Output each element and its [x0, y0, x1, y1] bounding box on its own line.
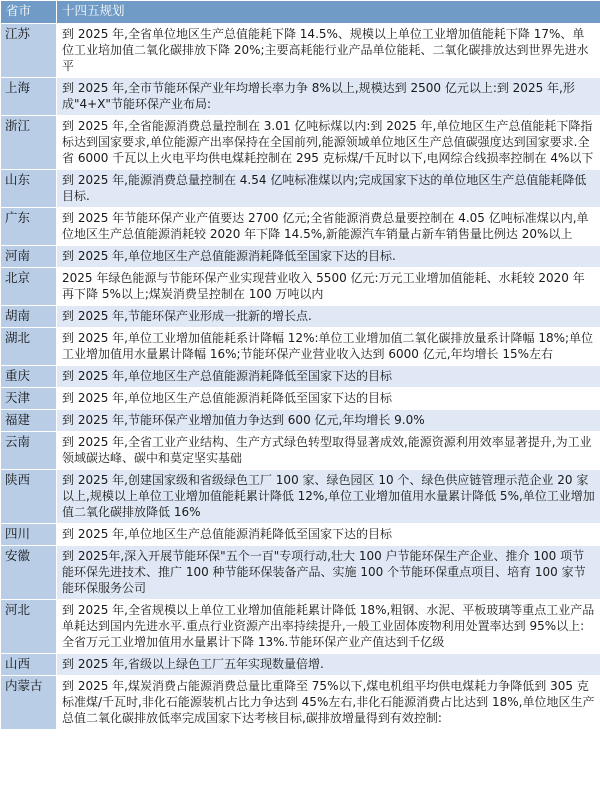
plan-text-cell: 到 2025 年,全省单位地区生产总值能耗下降 14.5%、规模以上单位工业增加值能耗下降 17%、单位工业培加值二氧化碳排放下降 20%;主要高耗能行业产品单位能耗、二氧化碳排放达到世界先进水平	[57, 24, 600, 78]
province-cell: 重庆	[1, 366, 57, 388]
province-cell: 云南	[1, 432, 57, 470]
plan-text-cell: 到 2025 年节能环保产业产值要达 2700 亿元;全省能源消费总量要控制在 4.05 亿吨标准煤以内,单位地区生产总值能源消耗较 2020 年下降 14.5%,新能源汽车销量占新车销售量比例达 20%以上	[57, 208, 600, 246]
plan-text-cell: 到 2025 年,单位工业增加值能耗系计降幅 12%:单位工业增加值二氧化碳排放量系计降幅 18%;单位工业增加值用水量累计降幅 16%;节能环保产业营业收入达到 6000 亿元,年均增长 15%左右	[57, 328, 600, 366]
province-cell: 广东	[1, 208, 57, 246]
header-plan: 十四五规划	[57, 1, 600, 24]
table-body	[1, 24, 600, 730]
table-row	[1, 546, 600, 600]
table-row	[1, 24, 600, 78]
table-row	[1, 116, 600, 170]
plan-text-cell: 到 2025 年,创建国家级和省级绿色工厂 100 家、绿色园区 10 个、绿色供应链管理示范企业 20 家以上,规模以上单位工业增加值能耗累计降低 12%,单位工业增加值用水量累计降低 5%,单位工业增加值二氧化碳排放降低 16%	[57, 470, 600, 524]
table-row	[1, 306, 600, 328]
table-row	[1, 600, 600, 654]
table-row	[1, 366, 600, 388]
province-cell: 山东	[1, 170, 57, 208]
table-row	[1, 524, 600, 546]
plan-text-cell: 2025 年绿色能源与节能环保产业实现营业收入 5500 亿元:万元工业增加值能耗、水耗较 2020 年再下降 5%以上;煤炭消费呈控制在 100 万吨以内	[57, 268, 600, 306]
plan-text-cell: 到 2025年,深入开展节能环保"五个一百"专项行动,壮大 100 户节能环保生产企业、推介 100 项节能环保先进技术、推广 100 种节能环保装备产品、实施 100 个节能环保重点项目、培育 100 家节能环保服务公司	[57, 546, 600, 600]
province-cell: 山西	[1, 654, 57, 676]
table-header-row	[1, 1, 600, 24]
table-row	[1, 410, 600, 432]
table-row	[1, 432, 600, 470]
province-cell: 湖北	[1, 328, 57, 366]
plan-text-cell: 到 2025 年,全省工业产业结构、生产方式绿色转型取得显著成效,能源资源利用效率显著提升,为工业领域碳达峰、碳中和莫定坚实基础	[57, 432, 600, 470]
plan-text-cell: 到 2025 年,煤炭消费占能源消费总量比重降至 75%以下,煤电机组平均供电煤耗力争降低到 305 克标准煤/千瓦时,非化石能源装机占比力争达到 45%左右,非化石能源消费占比达到 18%,单位地区生产总值二氧化碳排放低率完成国家下达考核目标,碳排放增量得到有效控制:	[57, 676, 600, 730]
province-cell: 天津	[1, 388, 57, 410]
province-cell: 北京	[1, 268, 57, 306]
plan-text-cell: 到 2025 年,全省能源消费总量控制在 3.01 亿吨标煤以内:到 2025 年,单位地区生产总值能耗下降指标达到国家要求,单位能源产出率保持在全国前列,能源领域单位地区生产总值碳强度达到国家要求.全省 6000 千瓦以上火电平均供电煤耗控制在 295 克标煤/千瓦时以下,电网综合线损率控制在 4%以下	[57, 116, 600, 170]
province-cell: 河南	[1, 246, 57, 268]
table-row	[1, 268, 600, 306]
plan-text-cell: 到 2025 年,单位地区生产总值能源消耗降低至国家下达的目标	[57, 524, 600, 546]
table-row	[1, 328, 600, 366]
table-row	[1, 78, 600, 116]
province-cell: 上海	[1, 78, 57, 116]
plan-text-cell: 到 2025 年,全市节能环保产业年均增长率力争 8%以上,规模达到 2500 亿元以上:到 2025 年,形成"4+X"节能环保产业布局:	[57, 78, 600, 116]
table-row	[1, 208, 600, 246]
plan-text-cell: 到 2025 年,全省规模以上单位工业增加值能耗累计降低 18%,粗钢、水泥、平板玻璃等重点工业产品单耗达到国内先进水平.重点行业资源产出率持续提升,一般工业固体废物利用处置率达到 95%以上:全省万元工业增加值用水量累计下降 13%.节能环保产业产值达到千亿级	[57, 600, 600, 654]
plan-text-cell: 到 2025 年,节能环保产业增加值力争达到 600 亿元,年均增长 9.0%	[57, 410, 600, 432]
province-cell: 福建	[1, 410, 57, 432]
table-row	[1, 654, 600, 676]
header-province: 省市	[1, 1, 57, 24]
table-row	[1, 246, 600, 268]
plan-text-cell: 到 2025 年,单位地区生产总值能源消耗降低至国家下达的目标.	[57, 246, 600, 268]
plan-text-cell: 到 2025 年,节能环保产业形成一批新的增长点.	[57, 306, 600, 328]
province-cell: 胡南	[1, 306, 57, 328]
province-cell: 陕西	[1, 470, 57, 524]
plan-text-cell: 到 2025 年,单位地区生产总值能源消耗降低至国家下达的目标	[57, 366, 600, 388]
province-cell: 内蒙古	[1, 676, 57, 730]
table-row	[1, 470, 600, 524]
plan-text-cell: 到 2025 年,省级以上绿色工厂五年实现数量倍增.	[57, 654, 600, 676]
plan-text-cell: 到 2025 年,单位地区生产总值能源消耗降低至国家下达的目标	[57, 388, 600, 410]
province-cell: 浙江	[1, 116, 57, 170]
table-row	[1, 170, 600, 208]
province-cell: 江苏	[1, 24, 57, 78]
province-cell: 河北	[1, 600, 57, 654]
table-row	[1, 676, 600, 730]
table-row	[1, 388, 600, 410]
province-cell: 四川	[1, 524, 57, 546]
plan-text-cell: 到 2025 年,能源消费总量控制在 4.54 亿吨标准煤以内;完成国家下达的单位地区生产总值能耗降低目标.	[57, 170, 600, 208]
province-cell: 安徽	[1, 546, 57, 600]
